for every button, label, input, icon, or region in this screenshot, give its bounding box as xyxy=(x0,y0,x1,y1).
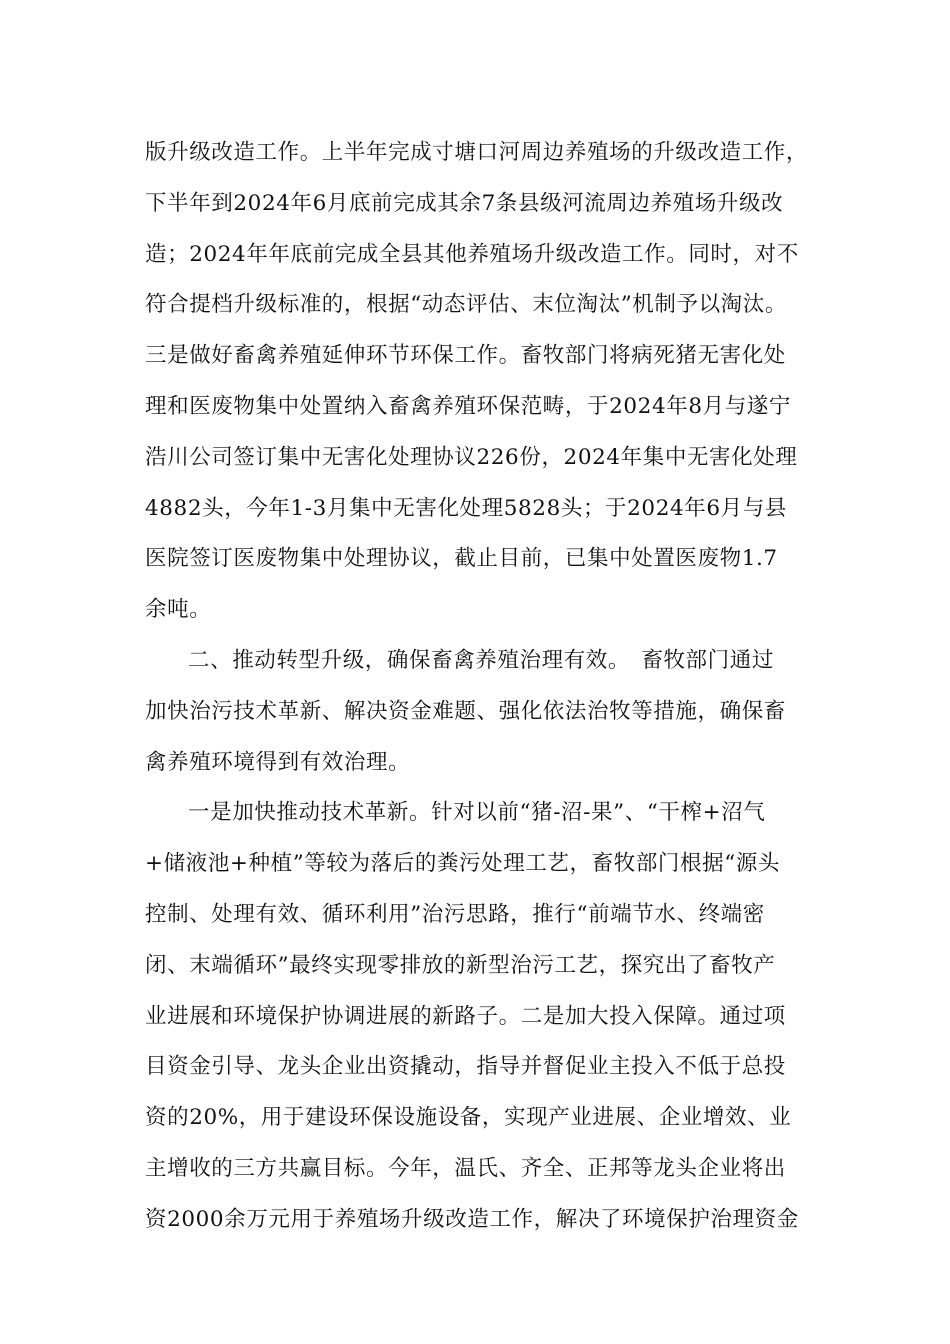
text-line: 4882头，今年1-3月集中无害化处理5828头；于2024年6月与县 xyxy=(145,495,787,521)
text-line: 浩川公司签订集中无害化处理协议226份，2024年集中无害化处理 xyxy=(145,444,798,470)
text-line: 造；2024年年底前完成全县其他养殖场升级改造工作。同时，对不 xyxy=(145,241,799,267)
text-line: 版升级改造工作。上半年完成寸塘口河周边养殖场的升级改造工作， xyxy=(145,140,809,165)
text-line: 闭、末端循环”最终实现零排放的新型治污工艺，探究出了畜牧产 xyxy=(145,952,776,978)
text-line: 资2000余万元用于养殖场升级改造工作，解决了环境保护治理资金 xyxy=(145,1206,799,1232)
section-heading-line: 二、推动转型升级，确保畜禽养殖治理有效。 畜牧部门通过 xyxy=(188,647,774,673)
body-text xyxy=(145,128,815,1246)
text-line: 资的20%，用于建设环保设施设备，实现产业进展、企业增效、业 xyxy=(145,1105,792,1131)
text-line: 下半年到2024年6月底前完成其余7条县级河流周边养殖场升级改 xyxy=(145,190,784,216)
text-line: 余吨。 xyxy=(145,597,212,623)
text-line: 禽养殖环境得到有效治理。 xyxy=(145,749,411,775)
text-line: 理和医废物集中处置纳入畜禽养殖环保范畴，于2024年8月与遂宁 xyxy=(145,393,791,419)
text-line: 主增收的三方共赢目标。今年，温氏、齐全、正邦等龙头企业将出 xyxy=(145,1155,786,1181)
text-line: 目资金引导、龙头企业出资撬动，指导并督促业主投入不低于总投 xyxy=(145,1054,786,1080)
text-line: 符合提档升级标准的，根据“动态评估、末位淘汰”机制予以淘汰。 xyxy=(145,292,787,318)
text-line: 加快治污技术革新、解决资金难题、强化依法治牧等措施，确保畜 xyxy=(145,698,786,724)
text-line: 控制、处理有效、循环利用”治污思路，推行“前端节水、终端密 xyxy=(145,901,765,927)
text-line: +储液池+种植”等较为落后的粪污处理工艺，畜牧部门根据“源头 xyxy=(145,851,781,877)
text-line: 医院签订医废物集中处理协议，截止目前，已集中处置医废物1.7 xyxy=(145,546,778,572)
text-line: 业进展和环境保护协调进展的新路子。二是加大投入保障。通过项 xyxy=(145,1003,786,1029)
paragraph-start-line: 一是加快推动技术革新。针对以前“猪-沼-果”、“干榨+沼气 xyxy=(188,800,766,826)
text-line: 三是做好畜禽养殖延伸环节环保工作。畜牧部门将病死猪无害化处 xyxy=(145,343,786,369)
